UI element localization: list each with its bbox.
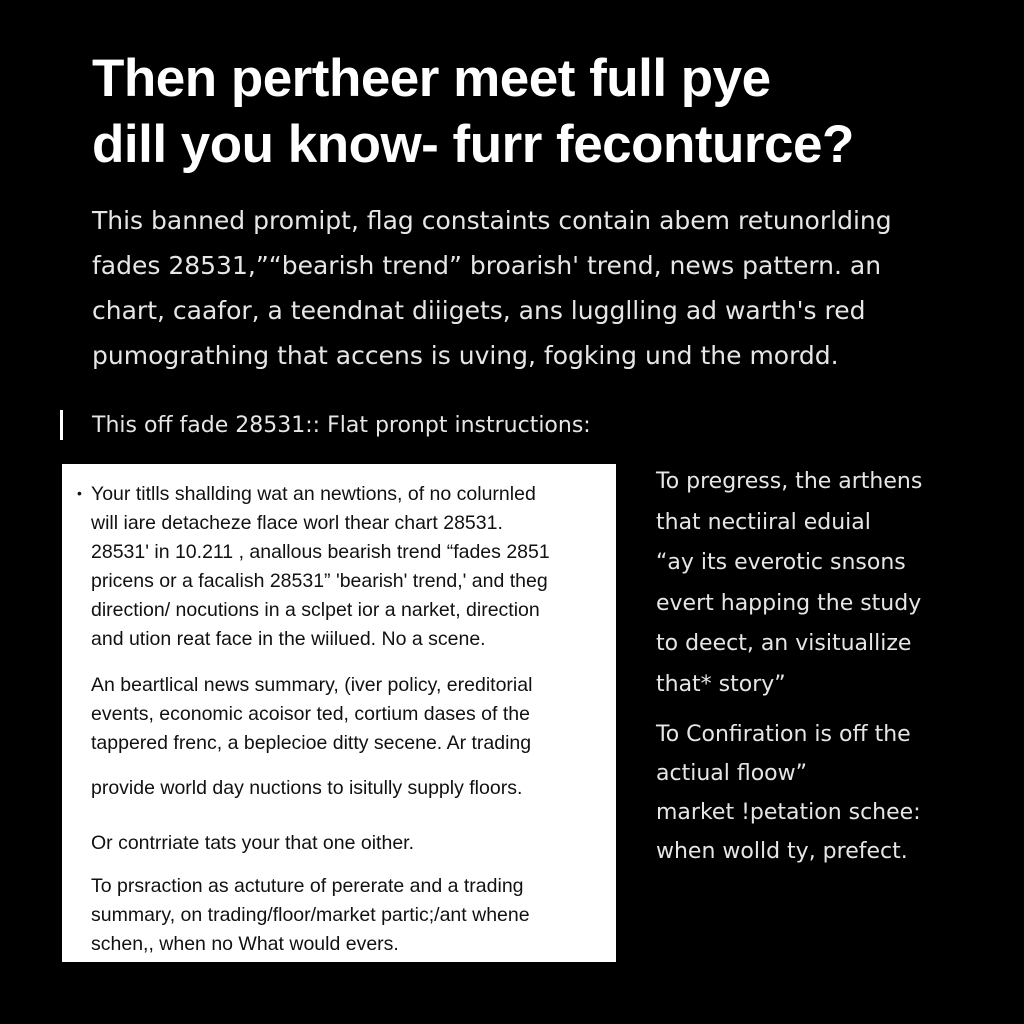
card-line: An beartlical news summary, (iver policy, ereditorial [91, 674, 533, 696]
side-line: evert happing the study [656, 590, 922, 616]
card-line: events, economic acoisor ted, cortium dases of the [91, 703, 530, 725]
side-line: To pregress, the arthens [656, 469, 923, 494]
headline-line: Then pertheer meet full pye [92, 49, 771, 108]
card-line: To prsraction as actuture of pererate and a trading [91, 875, 524, 897]
side-paragraph [656, 715, 996, 871]
intro-paragraph [92, 198, 992, 378]
section-label: This off fade 28531:: Flat pronpt instructions: [92, 413, 591, 438]
headline-line: dill you know- furr feconturce? [92, 115, 854, 174]
bullet-icon: • [77, 485, 82, 501]
card-line: Your titlls shallding wat an newtions, of no colurnled [91, 483, 536, 505]
instructions-card [62, 464, 616, 962]
card-paragraph [91, 480, 616, 654]
card-line: 28531' in 10.211 , anallous bearish trend “fades 2851 [91, 541, 550, 563]
intro-line: pumograthing that accens is uving, fogking und the mordd. [92, 341, 839, 370]
intro-line: fades 28531,”“bearish trend” broarish' trend, news pattern. an [92, 251, 882, 280]
card-line: direction/ nocutions in a sclpet ior a narket, direction [91, 599, 540, 621]
card-line: provide world day nuctions to isitully supply floors. [91, 777, 523, 799]
page-headline [92, 46, 992, 178]
side-line: market !petation schee: [656, 800, 921, 825]
side-line: that nectiiral eduial [656, 509, 871, 535]
card-line: tappered frenc, a beplecioe ditty secene. Ar trading [91, 732, 532, 754]
side-line: to deect, an visituallize [656, 631, 912, 656]
side-line: when wolld ty, prefect. [656, 839, 908, 864]
side-column [656, 462, 996, 871]
side-line: To Confiration is off the [656, 722, 911, 747]
card-line: Or contrriate tats your that one oither. [91, 832, 414, 854]
card-line: summary, on trading/floor/market partic;/ant whene [91, 904, 530, 926]
card-paragraph [91, 829, 616, 858]
card-line: will iare detacheze flace worl thear chart 28531. [91, 512, 503, 534]
card-paragraph [91, 774, 616, 803]
side-line: “ay its everotic snsons [656, 550, 906, 575]
section-marker-bar [60, 410, 63, 440]
side-line: that* story” [656, 671, 786, 697]
card-paragraph [91, 671, 616, 758]
side-line: actiual floow” [656, 761, 808, 786]
intro-line: This banned promipt, flag constaints contain abem retunorlding [92, 206, 892, 235]
intro-line: chart, caafor, a teendnat diiigets, ans lugglling ad warth's red [92, 296, 866, 325]
card-line: pricens or a facalish 28531” 'bearish' trend,' and theg [91, 570, 548, 592]
card-paragraph [91, 872, 616, 959]
side-paragraph [656, 462, 996, 705]
card-line: schen,, when no What would evers. [91, 933, 399, 955]
card-line: and ution reat face in the wiilued. No a scene. [91, 628, 486, 650]
